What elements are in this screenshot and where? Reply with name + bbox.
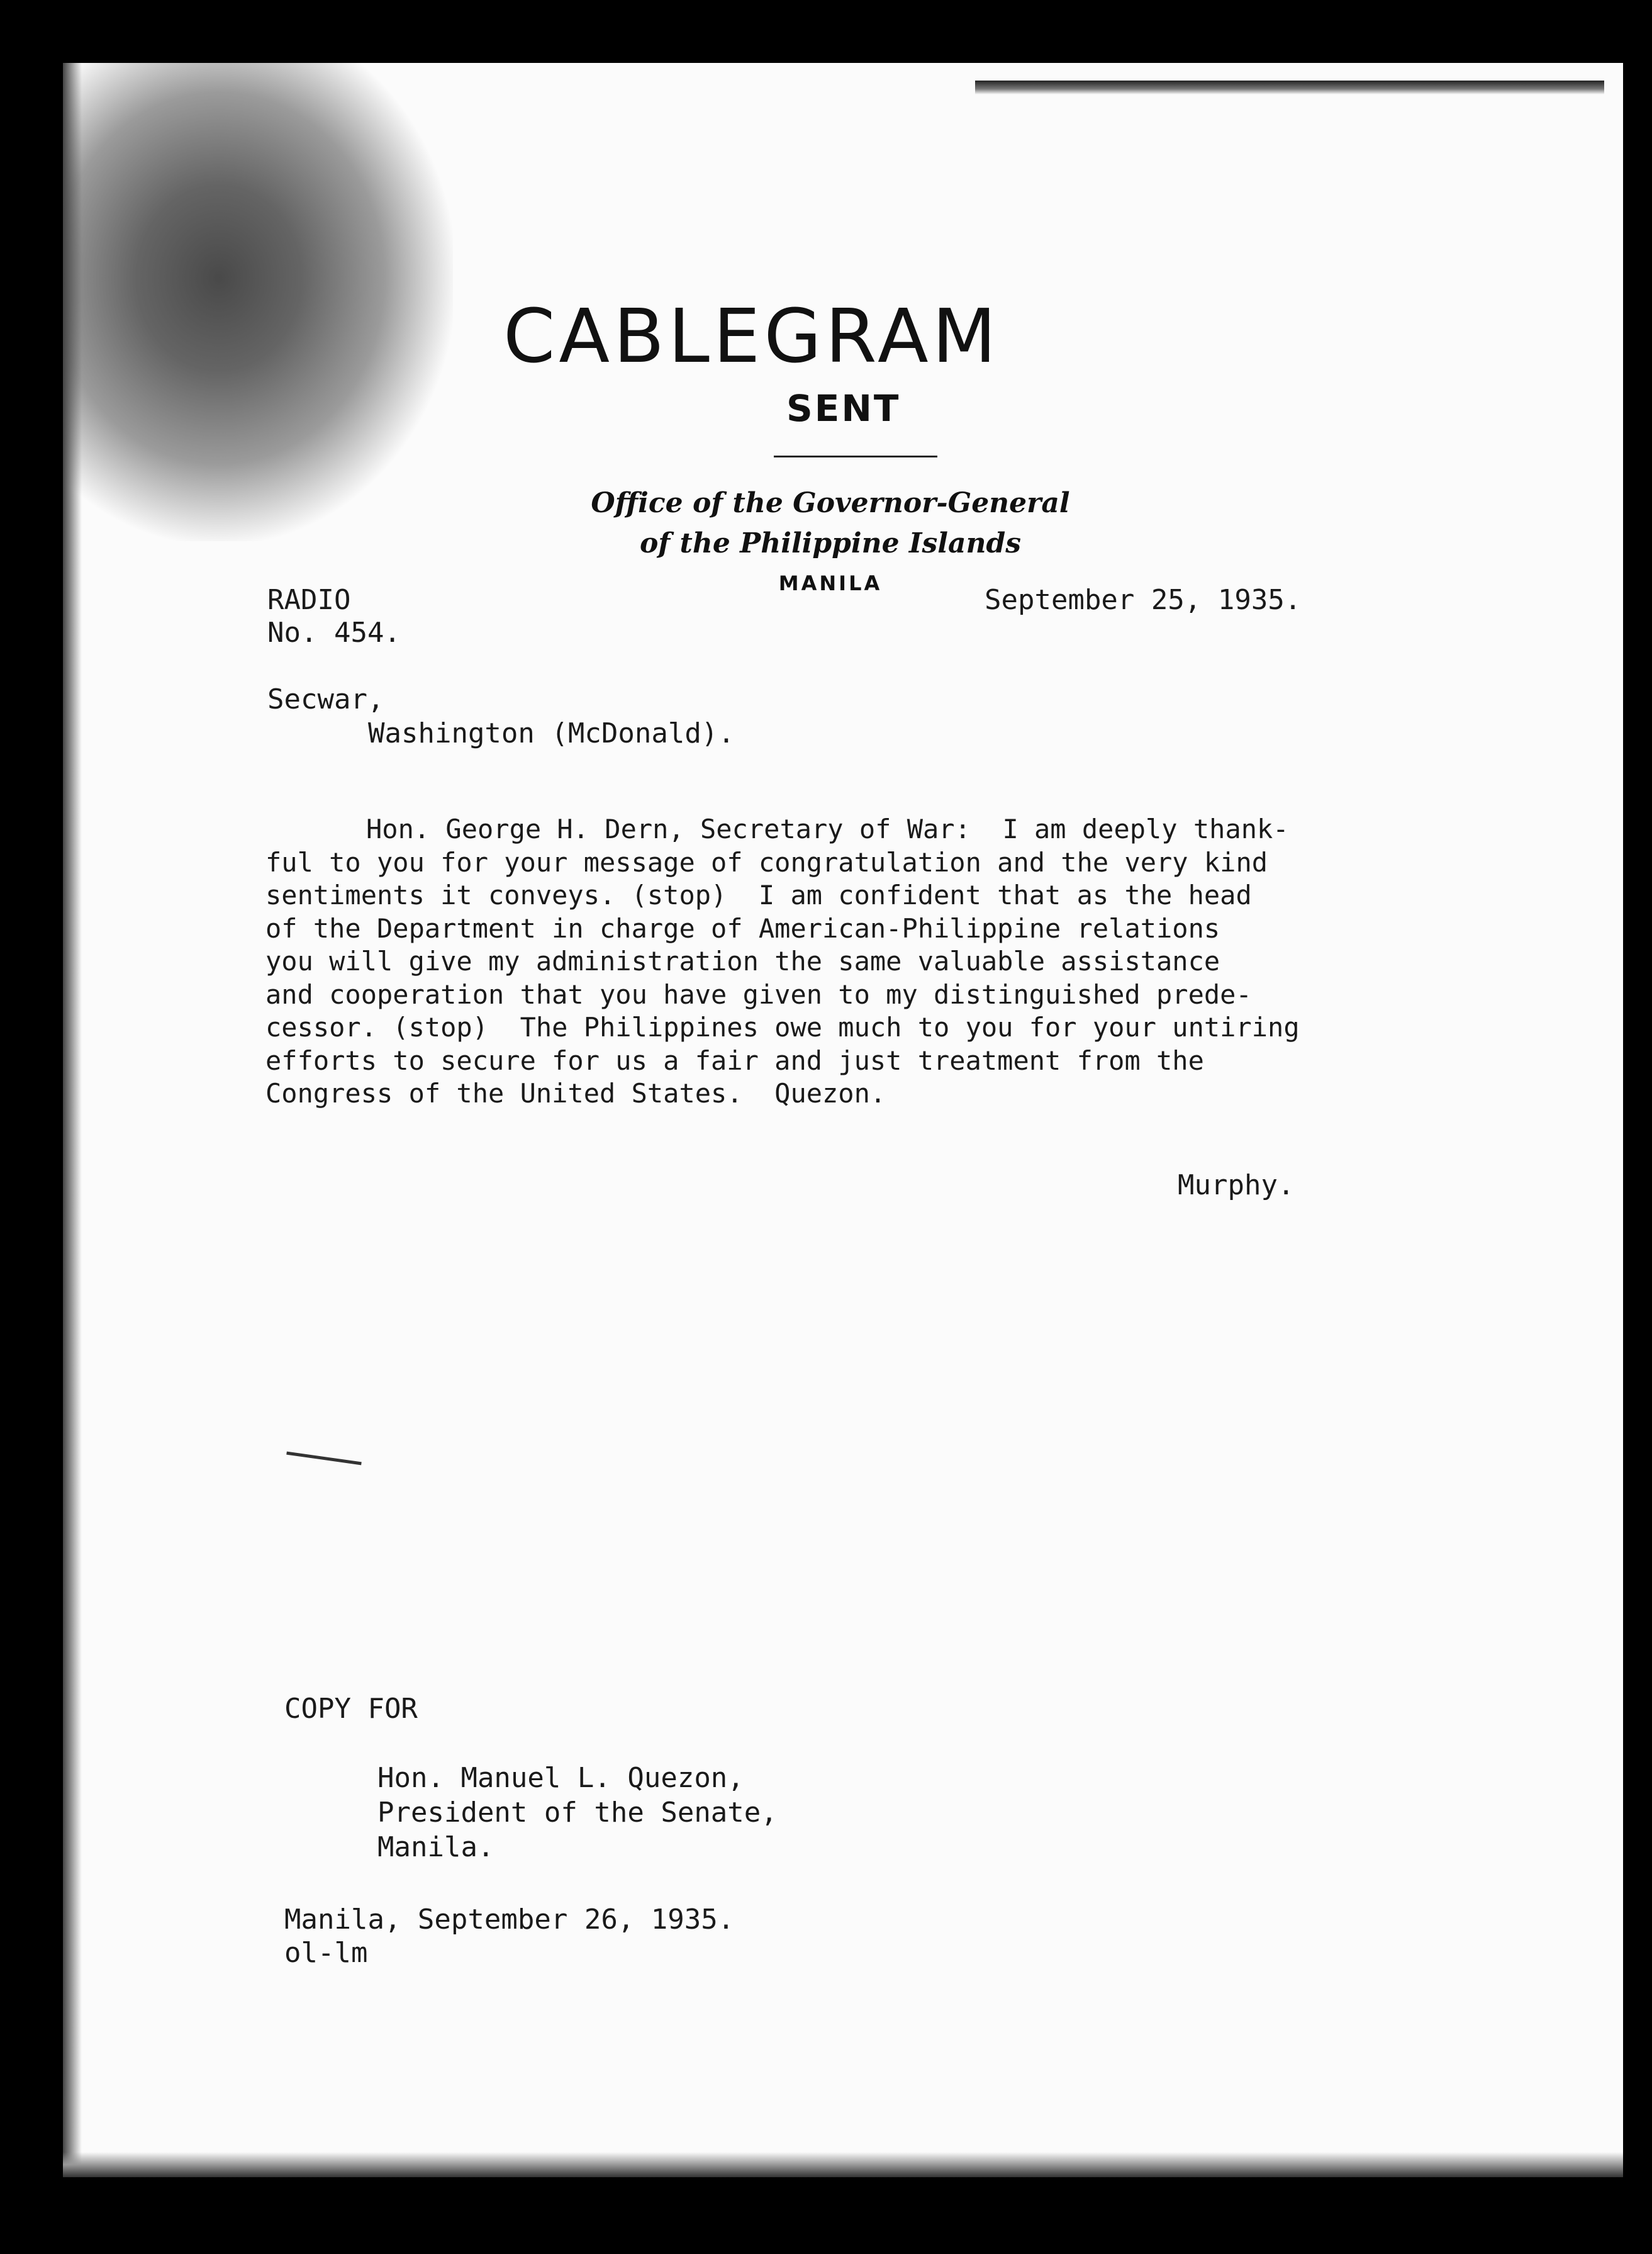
addressee-line-1: Secwar, xyxy=(267,683,384,715)
message-line: Hon. George H. Dern, Secretary of War: I am deeply thank- xyxy=(366,814,1289,844)
message-body xyxy=(265,813,1618,1111)
message-type: RADIO xyxy=(267,584,351,616)
page-edge-top xyxy=(975,81,1604,94)
addressee-line-2: Washington (McDonald). xyxy=(368,717,735,749)
page-edge-bottom xyxy=(63,2152,1623,2177)
document-title: CABLEGRAM xyxy=(503,293,1000,379)
office-city: MANILA xyxy=(778,571,883,595)
cablegram-page xyxy=(63,63,1623,2177)
copy-line-2: President of the Senate, xyxy=(377,1797,778,1829)
message-line: Congress of the United States. Quezon. xyxy=(265,1078,886,1109)
office-line-2: of the Philippine Islands xyxy=(639,527,1022,559)
message-date: September 25, 1935. xyxy=(985,584,1302,616)
header-rule xyxy=(774,456,937,457)
message-line: sentiments it conveys. (stop) I am confident that as the head xyxy=(265,880,1252,911)
message-line: and cooperation that you have given to my distinguished prede- xyxy=(265,978,1252,1010)
footer-place-date: Manila, September 26, 1935. xyxy=(284,1904,735,1936)
office-heading xyxy=(63,483,1598,564)
water-stain xyxy=(63,63,453,541)
message-line: cessor. (stop) The Philippines owe much to you for your untiring xyxy=(265,1012,1300,1043)
message-line: ful to you for your message of congratulation and the very kind xyxy=(265,846,1268,878)
copy-line-1: Hon. Manuel L. Quezon, xyxy=(377,1762,744,1794)
copy-line-3: Manila. xyxy=(377,1831,494,1863)
signature: Murphy. xyxy=(1178,1169,1295,1201)
footer-initials: ol-lm xyxy=(284,1937,368,1969)
document-subtitle: SENT xyxy=(786,387,901,430)
message-number: No. 454. xyxy=(267,617,401,649)
message-line: of the Department in charge of American-Philippine relations xyxy=(265,912,1220,944)
message-line: you will give my administration the same valuable assistance xyxy=(265,946,1220,977)
copy-heading: COPY FOR xyxy=(284,1693,418,1725)
office-line-1: Office of the Governor-General xyxy=(591,487,1070,519)
ink-mark xyxy=(286,1452,362,1466)
page-edge-left xyxy=(63,63,82,2177)
message-line: efforts to secure for us a fair and just treatment from the xyxy=(265,1045,1204,1076)
